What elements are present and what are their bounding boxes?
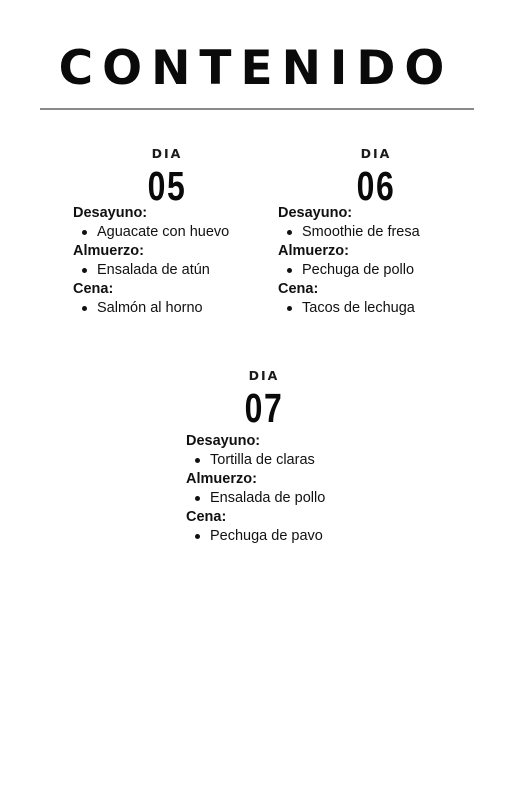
bullet-icon bbox=[82, 230, 87, 235]
meal-title-dinner: Cena: bbox=[186, 509, 227, 525]
meal-title-lunch: Almuerzo: bbox=[186, 471, 257, 487]
list-item bbox=[186, 451, 386, 470]
meal-item-text: Smoothie de fresa bbox=[302, 224, 420, 240]
meal-list bbox=[278, 204, 478, 318]
meal-title-lunch: Almuerzo: bbox=[73, 243, 144, 259]
bullet-icon bbox=[287, 230, 292, 235]
meal-item-text: Ensalada de atún bbox=[97, 262, 210, 278]
meal-item-text: Salmón al horno bbox=[97, 300, 203, 316]
list-item bbox=[278, 223, 478, 242]
day-number: 07 bbox=[244, 385, 284, 431]
meal-item-text: Aguacate con huevo bbox=[97, 224, 230, 240]
day-label: DIA bbox=[151, 146, 183, 161]
meal-title-breakfast: Desayuno: bbox=[186, 433, 261, 449]
meal-title-breakfast: Desayuno: bbox=[278, 205, 353, 221]
list-item bbox=[186, 489, 386, 508]
meal-item-text: Ensalada de pollo bbox=[210, 490, 326, 506]
meal-item-text: Tortilla de claras bbox=[210, 452, 315, 468]
bullet-icon bbox=[195, 496, 200, 501]
title-divider bbox=[40, 108, 474, 110]
list-item bbox=[186, 527, 386, 546]
page-title: CONTENIDO bbox=[58, 41, 454, 96]
list-item bbox=[73, 299, 273, 318]
bullet-icon bbox=[287, 268, 292, 273]
day-number: 06 bbox=[356, 163, 396, 209]
list-item bbox=[278, 299, 478, 318]
day-number: 05 bbox=[147, 163, 187, 209]
day-label: DIA bbox=[360, 146, 392, 161]
bullet-icon bbox=[195, 534, 200, 539]
meal-title-dinner: Cena: bbox=[278, 281, 319, 297]
meal-item-text: Pechuga de pavo bbox=[210, 528, 323, 544]
bullet-icon bbox=[82, 268, 87, 273]
meal-title-breakfast: Desayuno: bbox=[73, 205, 148, 221]
meal-title-lunch: Almuerzo: bbox=[278, 243, 349, 259]
meal-item-text: Tacos de lechuga bbox=[302, 300, 415, 316]
bullet-icon bbox=[82, 306, 87, 311]
list-item bbox=[73, 223, 273, 242]
meal-list bbox=[186, 432, 386, 546]
bullet-icon bbox=[195, 458, 200, 463]
meal-list bbox=[73, 204, 273, 318]
meal-title-dinner: Cena: bbox=[73, 281, 114, 297]
day-label: DIA bbox=[248, 368, 280, 383]
meal-item-text: Pechuga de pollo bbox=[302, 262, 415, 278]
list-item bbox=[73, 261, 273, 280]
bullet-icon bbox=[287, 306, 292, 311]
list-item bbox=[278, 261, 478, 280]
